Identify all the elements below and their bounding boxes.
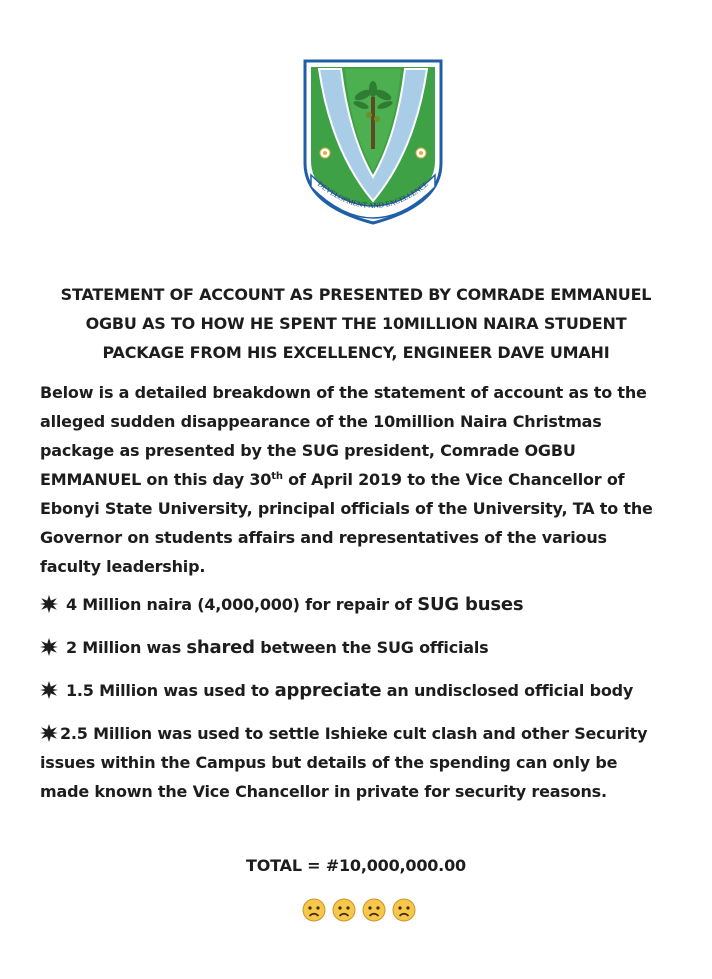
sad-face-icon bbox=[362, 898, 386, 922]
intro-line: Governor on students affairs and representatives of the various bbox=[40, 528, 607, 547]
title-line: OGBU AS TO HOW HE SPENT THE 10MILLION NAIRA STUDENT bbox=[85, 314, 627, 333]
sad-face-icon bbox=[392, 898, 416, 922]
list-item: 2.5 Million was used to settle Ishieke cult clash and other Security issues within the Campus but details of the spending can only be made known the Vice Chancellor in private for security reasons. bbox=[40, 724, 648, 801]
svg-text:DEVELOPMENT AND EXCELLENCE: DEVELOPMENT AND EXCELLENCE bbox=[315, 179, 431, 211]
list-item: 4 Million naira (4,000,000) for repair of SUG buses bbox=[40, 590, 680, 619]
intro-line: EMMANUEL on this day 30th of April 2019 to the Vice Chancellor of bbox=[40, 470, 625, 489]
total-amount: TOTAL = #10,000,000.00 bbox=[246, 856, 466, 875]
title-line: STATEMENT OF ACCOUNT AS PRESENTED BY COMRADE EMMANUEL bbox=[60, 285, 652, 304]
expense-list bbox=[40, 590, 680, 820]
sad-face-icon bbox=[332, 898, 356, 922]
list-item: 1.5 Million was used to appreciate an undisclosed official body bbox=[40, 676, 680, 705]
starburst-bullet-icon bbox=[40, 724, 58, 742]
university-crest-icon bbox=[297, 55, 449, 227]
starburst-bullet-icon bbox=[40, 681, 58, 699]
title-line: PACKAGE FROM HIS EXCELLENCY, ENGINEER DAVE UMAHI bbox=[102, 343, 610, 362]
emoji-row bbox=[302, 898, 422, 922]
intro-line: Ebonyi State University, principal officials of the University, TA to the bbox=[40, 499, 653, 518]
statement-title bbox=[30, 280, 682, 367]
intro-paragraph bbox=[40, 378, 680, 581]
sad-face-icon bbox=[302, 898, 326, 922]
intro-line: faculty leadership. bbox=[40, 557, 206, 576]
starburst-bullet-icon bbox=[40, 595, 58, 613]
intro-line: Below is a detailed breakdown of the statement of account as to the bbox=[40, 383, 647, 402]
intro-line: package as presented by the SUG president, Comrade OGBU bbox=[40, 441, 576, 460]
starburst-bullet-icon bbox=[40, 638, 58, 656]
intro-line: alleged sudden disappearance of the 10million Naira Christmas bbox=[40, 412, 602, 431]
list-item: 2 Million was shared between the SUG officials bbox=[40, 633, 680, 662]
